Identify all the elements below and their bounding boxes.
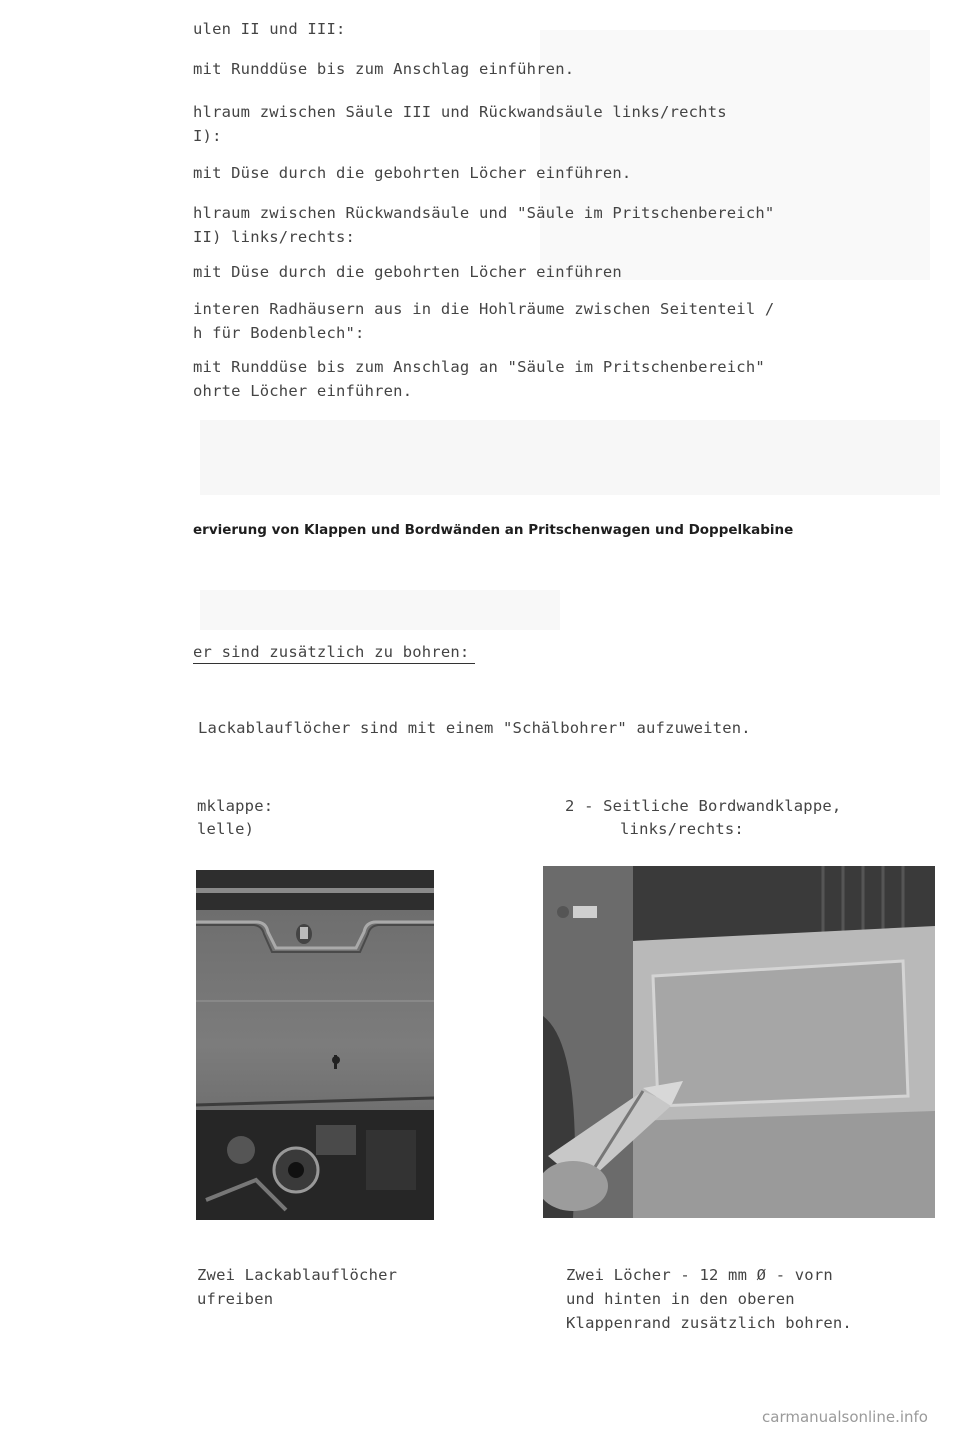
text-line: ohrte Löcher einführen. [193,382,413,400]
text-line: ulen II und III: [193,20,346,38]
text-line: h für Bodenblech": [193,324,365,342]
section-heading: ervierung von Klappen und Bordwänden an Pritschenwagen und Doppelkabine [193,522,794,538]
figure-right-photo [543,866,935,1218]
text-line: hlraum zwischen Rückwandsäule und "Säule im Pritschenbereich" [193,204,775,222]
text-line: mit Düse durch die gebohrten Löcher einführen. [193,164,632,182]
figure-left-caption-top: mklappe: [197,797,274,815]
figure-left-caption-bottom: Zwei Lackablauflöcher [197,1266,398,1284]
figure-right-caption-bottom: Klappenrand zusätzlich bohren. [566,1314,852,1332]
text-line: mit Runddüse bis zum Anschlag an "Säule im Pritschenbereich" [193,358,765,376]
text-line: mit Düse durch die gebohrten Löcher einführen [193,263,622,281]
figure-left-caption-bottom: ufreiben [197,1290,274,1308]
text-line: mit Runddüse bis zum Anschlag einführen. [193,60,575,78]
text-line: interen Radhäusern aus in die Hohlräume zwischen Seitenteil / [193,300,775,318]
faint-ghost-block [200,590,560,630]
figure-left-photo [196,870,434,1220]
text-line: hlraum zwischen Säule III und Rückwandsäule links/rechts [193,103,727,121]
figure-right-caption-top: links/rechts: [620,820,744,838]
figure-right-caption-bottom: Zwei Löcher - 12 mm Ø - vorn [566,1266,833,1284]
watermark: carmanualsonline.info [762,1408,928,1426]
text-line: I): [193,127,222,145]
faint-ghost-block [540,30,930,280]
note-text: Lackablauflöcher sind mit einem "Schälbohrer" aufzuweiten. [198,719,751,737]
figure-left-caption-top: lelle) [197,820,255,838]
text-line: II) links/rechts: [193,228,356,246]
faint-ghost-block [200,420,940,495]
figure-right-caption-top: 2 - Seitliche Bordwandklappe, [565,797,842,815]
subheading: er sind zusätzlich zu bohren: [193,643,475,664]
figure-right-caption-bottom: und hinten in den oberen [566,1290,795,1308]
